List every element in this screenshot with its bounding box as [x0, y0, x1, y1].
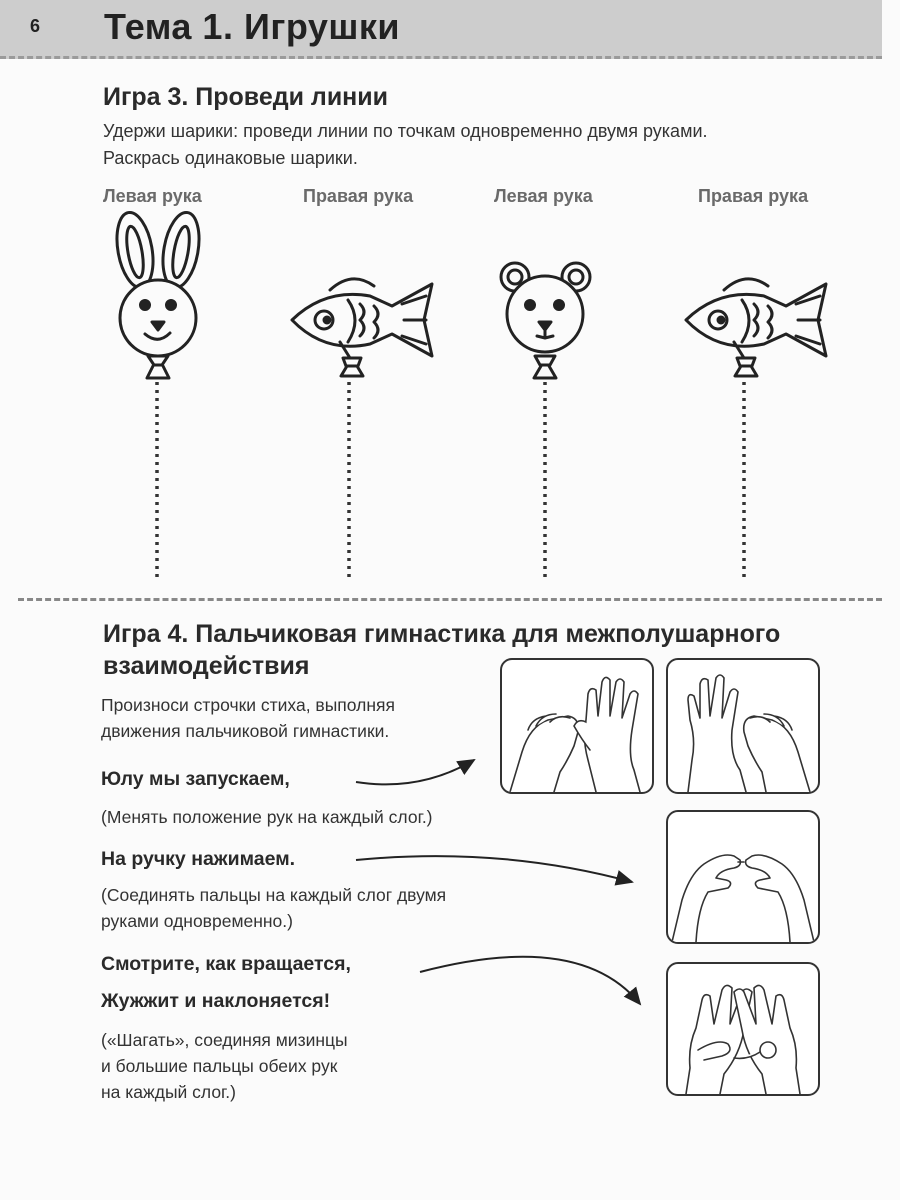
section-divider — [18, 598, 882, 601]
poem-note-line: («Шагать», соединяя мизинцы — [101, 1030, 348, 1050]
poem-note-line: и большие пальцы обеих рук — [101, 1056, 338, 1076]
poem-note-2 — [101, 882, 446, 934]
hand-label-left-1: Левая рука — [103, 186, 202, 206]
hand-label-right-1: Правая рука — [303, 186, 414, 206]
game4-intro — [101, 692, 395, 744]
game4-title-line2: взаимодействия — [103, 652, 310, 680]
open-palm-and-fist-icon — [668, 660, 818, 792]
pinching-fingers-icon — [668, 812, 818, 942]
fish-balloon-icon — [292, 279, 432, 376]
illustration-frame-3 — [666, 810, 820, 944]
page-number: 6 — [30, 16, 41, 36]
bunny-balloon-icon — [112, 210, 205, 378]
arrow-2 — [356, 856, 632, 882]
arrow-3 — [420, 957, 640, 1004]
hand-label-left-2: Левая рука — [494, 186, 593, 206]
game3-title: Игра 3. Проведи линии — [103, 83, 389, 111]
arrow-1 — [356, 760, 474, 784]
fist-and-open-palm-icon — [502, 660, 652, 792]
poem-note-line: руками одновременно.) — [101, 911, 293, 931]
illustration-frame-2 — [666, 658, 820, 794]
topic-title: Тема 1. Игрушки — [104, 6, 401, 47]
fish-balloon-icon — [686, 279, 826, 376]
poem-note-line: (Менять положение рук на каждый слог.) — [101, 807, 433, 827]
walking-fingers-icon — [668, 964, 818, 1094]
illustration-frame-4 — [666, 962, 820, 1096]
poem-note-1 — [101, 804, 433, 830]
poem-note-3 — [101, 1027, 348, 1105]
illustration-frame-1 — [500, 658, 654, 794]
bear-balloon-icon — [501, 263, 590, 378]
game4-intro-line: движения пальчиковой гимнастики. — [101, 721, 390, 741]
poem-line-2: На ручку нажимаем. — [101, 848, 296, 870]
game3-instruction-line: Раскрась одинаковые шарики. — [103, 148, 358, 168]
poem-line-4: Жужжит и наклоняется! — [101, 990, 331, 1012]
game4-title-line1: Игра 4. Пальчиковая гимнастика для межполушарного — [103, 620, 781, 648]
hand-label-right-2: Правая рука — [698, 186, 809, 206]
poem-line-1: Юлу мы запускаем, — [101, 768, 290, 790]
poem-note-line: на каждый слог.) — [101, 1082, 236, 1102]
poem-line-3: Смотрите, как вращается, — [101, 953, 351, 975]
poem-note-line: (Соединять пальцы на каждый слог двумя — [101, 885, 447, 905]
game4-intro-line: Произноси строчки стиха, выполняя — [101, 695, 395, 715]
game3-instruction-line: Удержи шарики: проведи линии по точкам одновременно двумя руками. — [103, 121, 708, 141]
